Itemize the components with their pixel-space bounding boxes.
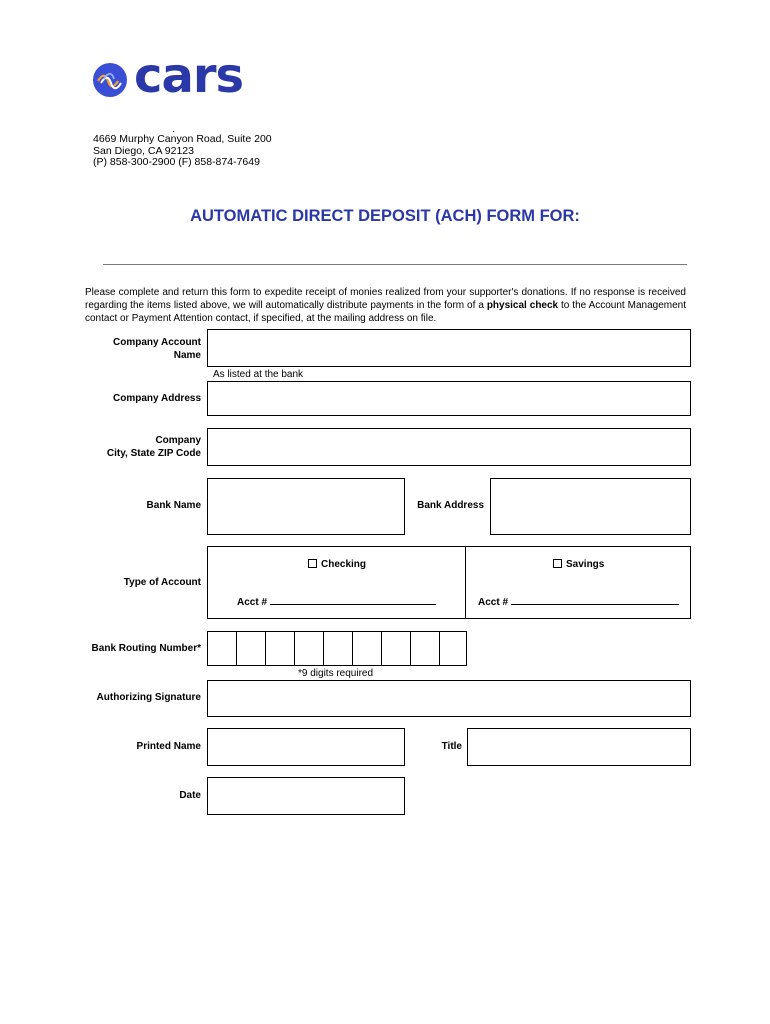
title-field[interactable]	[467, 728, 691, 766]
routing-digit-2[interactable]	[237, 632, 266, 665]
address-line-2: San Diego, CA 92123	[93, 144, 194, 157]
company-address-label: Company Address	[113, 393, 201, 404]
signature-label: Authorizing Signature	[96, 692, 201, 703]
title-label: Title	[441, 741, 462, 752]
routing-digit-1[interactable]	[208, 632, 237, 665]
cars-logo-mark-icon	[92, 62, 128, 98]
company-account-name-field[interactable]	[207, 329, 691, 367]
routing-digit-6[interactable]	[353, 632, 382, 665]
account-type-divider	[465, 547, 466, 618]
savings-option[interactable]: Savings	[553, 559, 604, 572]
routing-number-label: Bank Routing Number*	[91, 643, 201, 654]
checking-acct-line[interactable]	[270, 595, 436, 605]
routing-number-field[interactable]	[207, 631, 467, 666]
bank-name-label: Bank Name	[146, 500, 201, 511]
checking-option[interactable]: Checking	[308, 559, 366, 572]
checking-acct-number: Acct #	[237, 595, 436, 610]
savings-acct-number: Acct #	[478, 595, 679, 610]
printed-name-label: Printed Name	[136, 741, 201, 752]
routing-digit-8[interactable]	[411, 632, 440, 665]
routing-digit-5[interactable]	[324, 632, 353, 665]
intro-paragraph: Please complete and return this form to expedite receipt of monies realized from your supporter's donations. If no response is received regarding the items listed above, we will automatically distribute payments in the form of a physical check to the Account Management contact or Payment Attention contact, if specified, at the mailing address on file.	[85, 287, 686, 324]
address-line-1: 4669 Murphy Canyon Road, Suite 200	[93, 133, 272, 145]
account-type-box	[207, 546, 691, 619]
routing-digit-4[interactable]	[295, 632, 324, 665]
company-account-name-label: Company Account Name	[113, 337, 201, 361]
date-field[interactable]	[207, 777, 405, 815]
cars-logo	[92, 48, 262, 104]
as-listed-note: As listed at the bank	[213, 369, 304, 380]
logo-wordmark: cars	[134, 48, 244, 104]
routing-digit-7[interactable]	[382, 632, 411, 665]
title-divider	[103, 264, 687, 265]
type-of-account-label: Type of Account	[123, 577, 201, 588]
signature-field[interactable]	[207, 680, 691, 717]
routing-digit-3[interactable]	[266, 632, 295, 665]
checking-checkbox-icon[interactable]	[308, 559, 317, 568]
routing-note: *9 digits required	[298, 668, 374, 679]
company-address-block	[93, 134, 272, 169]
bank-address-label: Bank Address	[417, 500, 484, 511]
routing-digit-9[interactable]	[440, 632, 466, 665]
city-state-zip-label: Company City, State ZIP Code	[106, 435, 201, 459]
company-address-field[interactable]	[207, 381, 691, 416]
savings-checkbox-icon[interactable]	[553, 559, 562, 568]
bank-address-field[interactable]	[490, 478, 691, 535]
address-line-3: (P) 858-300-2900 (F) 858-874-7649	[93, 156, 260, 168]
city-state-zip-field[interactable]	[207, 428, 691, 466]
intro-bold: physical check	[486, 300, 559, 311]
savings-acct-line[interactable]	[511, 595, 679, 605]
bank-name-field[interactable]	[207, 478, 405, 535]
form-title: AUTOMATIC DIRECT DEPOSIT (ACH) FORM FOR:	[190, 207, 580, 225]
date-label: Date	[179, 790, 201, 801]
printed-name-field[interactable]	[207, 728, 405, 766]
